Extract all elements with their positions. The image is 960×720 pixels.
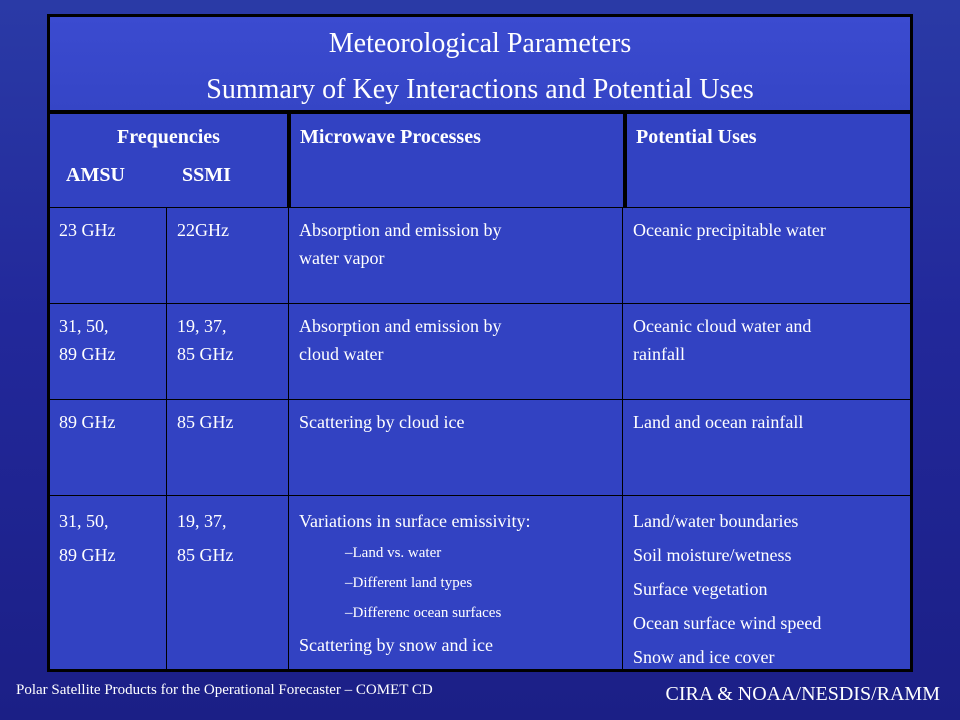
cell-text: 19, 37, — [177, 316, 227, 336]
cell-text: Scattering by snow and ice — [299, 635, 493, 655]
footer-credit: CIRA & NOAA/NESDIS/RAMM — [665, 683, 940, 705]
cell-text: water vapor — [299, 248, 385, 268]
cell-text: Oceanic cloud water and — [633, 316, 812, 336]
cell-text: Surface vegetation — [633, 579, 768, 599]
cell-text: Absorption and emission by — [299, 220, 502, 240]
header-frequencies-label: Frequencies — [117, 126, 220, 148]
footer-source: Polar Satellite Products for the Operational Forecaster – COMET CD — [16, 682, 433, 698]
slide-subtitle: Summary of Key Interactions and Potential Uses — [206, 74, 754, 105]
cell-text: 89 GHz — [59, 545, 116, 565]
cell-text: 85 GHz — [177, 545, 234, 565]
header-amsu-label: AMSU — [66, 164, 125, 186]
cell-subitem: –Land vs. water — [345, 545, 442, 561]
cell-text: Soil moisture/wetness — [633, 545, 792, 565]
slide-title: Meteorological Parameters — [328, 28, 632, 59]
cell-text: 85 GHz — [177, 412, 234, 432]
cell-text: Variations in surface emissivity: — [299, 511, 531, 531]
header-processes-label: Microwave Processes — [300, 126, 481, 148]
cell-text: 22GHz — [177, 220, 229, 240]
header-uses-label: Potential Uses — [636, 126, 757, 148]
table-frame — [47, 14, 913, 672]
cell-text: 23 GHz — [59, 220, 116, 240]
cell-subitem: –Different land types — [345, 575, 473, 591]
cell-text: 89 GHz — [59, 344, 116, 364]
cell-text: Land/water boundaries — [633, 511, 799, 531]
cell-text: 31, 50, — [59, 316, 109, 336]
cell-text: cloud water — [299, 344, 384, 364]
cell-text: 19, 37, — [177, 511, 227, 531]
cell-text: Snow and ice cover — [633, 647, 775, 667]
header-ssmi-label: SSMI — [182, 164, 231, 186]
cell-subitem: –Differenc ocean surfaces — [345, 605, 502, 621]
cell-text: 85 GHz — [177, 344, 234, 364]
cell-text: 31, 50, — [59, 511, 109, 531]
cell-text: Absorption and emission by — [299, 316, 502, 336]
cell-text: Oceanic precipitable water — [633, 220, 826, 240]
cell-text: 89 GHz — [59, 412, 116, 432]
cell-text: rainfall — [633, 344, 685, 364]
cell-text: Scattering by cloud ice — [299, 412, 465, 432]
cell-text: Land and ocean rainfall — [633, 412, 804, 432]
cell-text: Ocean surface wind speed — [633, 613, 822, 633]
